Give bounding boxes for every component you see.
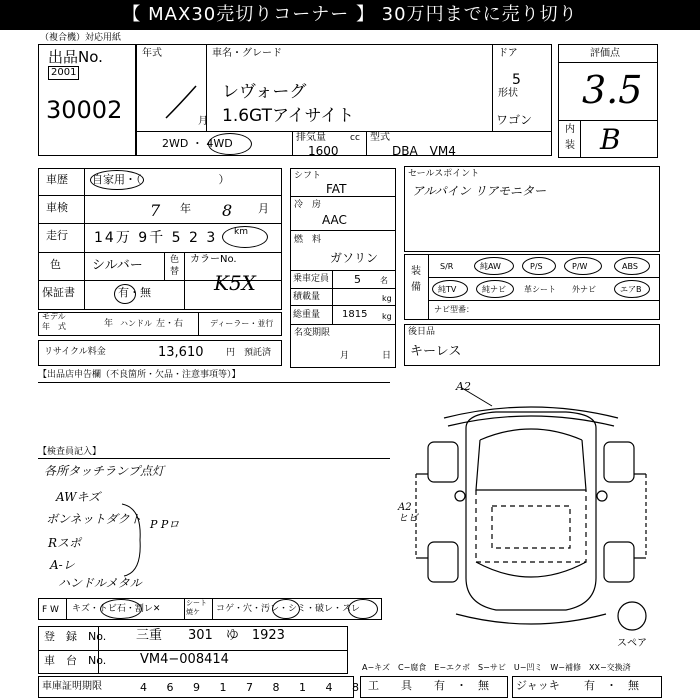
car-body <box>466 412 596 610</box>
damage-legend: A−キズ C−腐食 E−エクボ S−サビ U−凹ミ W−補修 XX−交換済 <box>362 663 631 672</box>
inspector-label: 【検査員記入】 <box>38 447 102 457</box>
recycle-label: リサイクル料金 <box>44 347 106 357</box>
sales-point-value: アルパイン リアモニター <box>412 184 547 198</box>
weight-unit: kg <box>382 312 392 321</box>
capacity-unit: 名 <box>380 276 388 285</box>
displacement-label: 排気量 <box>296 132 326 143</box>
model-year-label-2: 年 式 <box>42 322 66 331</box>
exhibitor-note-label: 【出品店申告欄（不良箇所・欠品・注意事項等）】 <box>38 370 241 380</box>
equipment-aw-circle <box>474 257 514 275</box>
handle-label: ハンドル <box>120 319 152 328</box>
equipment-navi-circle <box>476 280 514 298</box>
model-year-label-1: モデル <box>42 312 66 321</box>
equipment-pw: P/W <box>572 262 588 271</box>
equipment-label-1: 装 <box>411 266 421 277</box>
equipment-navi-model: ナビ型番： <box>434 305 474 314</box>
equipment-sr: S/R <box>440 262 454 271</box>
recycle-unit: 円 <box>226 348 236 358</box>
diagram-mark-left: A2 ヒビ <box>398 502 418 524</box>
name-change-label: 名変期限 <box>294 328 331 338</box>
lot-number: 30002 <box>46 96 123 124</box>
equipment-tv-circle <box>432 280 468 298</box>
lot-prefix: 2001 <box>48 66 79 80</box>
car-name-label: 車名・グレード <box>212 48 282 59</box>
shape-label: 形状 <box>498 88 518 99</box>
ac-value: AAC <box>322 213 347 227</box>
inspector-note-6: ハンドルメタル <box>58 576 142 590</box>
mileage-unit: km <box>234 227 248 237</box>
history-value: 自家用・（ ） <box>92 173 230 186</box>
equipment-airbag: エアB <box>620 285 642 294</box>
capacity-label: 乗車定員 <box>293 274 330 284</box>
after-delivery-value: キーレス <box>410 344 462 359</box>
warranty-circle-mark <box>114 284 136 304</box>
load-label: 積載量 <box>293 292 321 302</box>
inspector-note-1: 各所タッチランプ点灯 <box>44 464 165 478</box>
weight-value: 1815 <box>342 309 368 320</box>
year-month-suffix: 月 <box>198 116 208 127</box>
inspection-year-unit: 年 <box>180 202 191 215</box>
mileage-value: 14万 9千 5 2 3 <box>94 230 218 246</box>
equipment-ps: P/S <box>530 262 543 271</box>
score-value: 3.5 <box>582 68 643 112</box>
damage-tobi-circle <box>100 599 142 619</box>
inspection-year: 7 <box>150 201 161 220</box>
doors-value: 5 <box>512 72 521 88</box>
damage-items-2: コゲ・穴・汚レ・シミ・破レ・スレ <box>216 604 361 614</box>
damage-items: キズ・トビ石・割レ✕ <box>72 604 161 614</box>
after-delivery-label: 後日品 <box>408 327 436 337</box>
equipment-tv: 純TV <box>438 285 457 294</box>
cert-value: 4 6 9 1 7 8 1 4 8 <box>140 681 367 694</box>
shape-value: ワゴン <box>496 113 533 127</box>
load-unit: kg <box>382 294 392 303</box>
header-note: （複合機）対応用紙 <box>40 33 122 43</box>
diagram-mark-top: A2 <box>456 380 471 393</box>
capacity-value: 5 <box>354 273 361 286</box>
car-grade: 1.6GTアイサイト <box>222 106 355 126</box>
jack-options: 有 ・ 無 <box>584 679 639 692</box>
inspector-note-2: AWキズ <box>56 490 101 504</box>
spare-label: スペア <box>617 638 647 649</box>
interior-label-1: 内 <box>565 124 575 135</box>
color-change-label-2: 替 <box>170 267 180 277</box>
weight-label: 総重量 <box>293 310 321 320</box>
drive-circle-mark <box>208 133 252 155</box>
interior-label-2: 装 <box>565 140 575 151</box>
lot-label: 出品No. <box>48 48 103 66</box>
warranty-options: 有・無 <box>118 286 151 299</box>
inspector-note-4: Rスポ <box>48 536 82 550</box>
drive-options: 2WD ・ 4WD <box>162 137 233 150</box>
inspector-side-note: P Pロ <box>150 518 180 531</box>
color-label: 色 <box>50 258 61 271</box>
shift-label: シフト <box>294 171 322 181</box>
damage-yogore-circle <box>272 599 300 619</box>
recycle-value: 13,610 <box>158 345 204 360</box>
inspection-month: 8 <box>222 201 233 220</box>
name-change-day: 日 <box>382 351 392 361</box>
registration-value: 三重 301 ゆ 1923 <box>136 628 285 643</box>
damage-sure-circle <box>348 599 378 619</box>
ac-label: 冷 房 <box>294 200 322 210</box>
handle-options: 左・右 <box>156 319 184 329</box>
equipment-abs: ABS <box>622 262 638 271</box>
mileage-circle-mark <box>222 226 268 248</box>
name-change-month: 月 <box>340 351 350 361</box>
color-value: シルバー <box>92 258 143 273</box>
chassis-label: 車 台 No. <box>44 654 107 667</box>
damage-fw-label: F W <box>42 605 59 615</box>
chassis-value: VM4−008414 <box>140 652 229 667</box>
displacement-unit: cc <box>350 133 360 143</box>
shift-value: FAT <box>326 182 347 196</box>
equipment-pw-circle <box>564 257 602 275</box>
history-circle-mark <box>90 170 144 190</box>
equipment-leather: 革シート <box>524 285 556 294</box>
model-year-unit: 年 <box>104 319 114 329</box>
color-change-label-1: 色 <box>170 255 180 265</box>
equipment-airbag-circle <box>614 280 650 298</box>
equipment-navi: 純ナビ <box>482 285 506 294</box>
history-label: 車歴 <box>46 173 68 186</box>
color-code-label: カラーNo. <box>190 254 237 265</box>
mileage-label: 走行 <box>46 229 68 242</box>
inspection-label: 車検 <box>46 201 68 214</box>
equipment-aw: 純AW <box>480 262 501 271</box>
year-label: 年式 <box>142 48 162 59</box>
inspector-bracket-mark <box>118 500 148 580</box>
inspector-note-5: A-レ <box>50 558 75 572</box>
cert-label: 車庫証明期限 <box>42 681 102 692</box>
equipment-abs-circle <box>614 257 650 275</box>
sales-point-label: セールスポイント <box>408 169 480 179</box>
tools-label: 工 具 <box>368 679 412 692</box>
score-label: 評価点 <box>590 48 620 59</box>
model-value: DBA VM4 <box>392 144 456 158</box>
registration-label: 登 録 No. <box>44 630 107 643</box>
equipment-label-2: 備 <box>411 282 421 293</box>
damage-sheet-label: シート焼ケ <box>186 599 207 616</box>
tools-options: 有 ・ 無 <box>434 679 489 692</box>
warranty-label: 保証書 <box>42 286 75 299</box>
doors-label: ドア <box>498 48 518 59</box>
model-label: 型式 <box>370 132 390 143</box>
recycle-note: 預託済 <box>244 348 272 358</box>
jack-label: ジャッキ <box>516 679 560 692</box>
displacement-value: 1600 <box>308 144 339 158</box>
top-banner: 【 MAX30売切りコーナー 】 30万円までに売り切り <box>0 0 700 30</box>
year-slash-mark <box>160 82 200 122</box>
car-name: レヴォーグ <box>222 82 307 102</box>
dealer-label: ディーラー・並行 <box>210 319 274 328</box>
color-code-value: K5X <box>214 271 256 295</box>
equipment-ext-navi: 外ナビ <box>572 285 596 294</box>
fuel-label: 燃 料 <box>294 235 322 245</box>
car-damage-diagram <box>396 378 666 636</box>
fuel-value: ガソリン <box>330 251 379 265</box>
inspection-month-unit: 月 <box>258 202 269 215</box>
interior-value: B <box>600 123 621 156</box>
inspector-note-3: ボンネットダクト <box>46 512 142 526</box>
equipment-ps-circle <box>522 257 556 275</box>
